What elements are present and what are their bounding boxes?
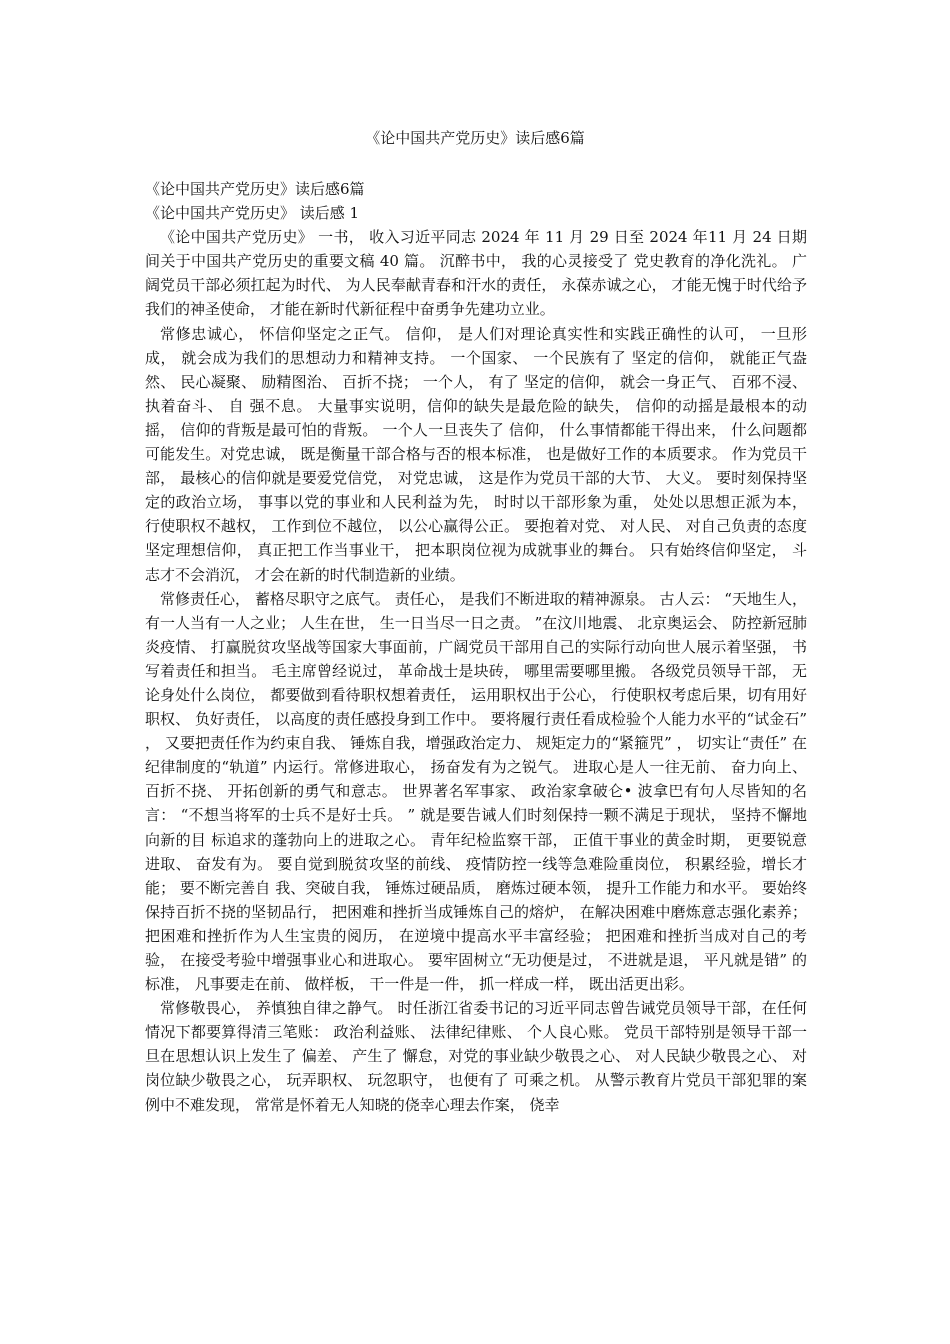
body-paragraph: 常修忠诚心， 怀信仰坚定之正气。 信仰， 是人们对理论真实性和实践正确性的认可， 一旦形成， 就会成为我们的思想动力和精神支持。 一个国家、 一个民族有了 坚定的信仰， 就能正气盎然、 民心凝聚、 励精图治、 百折不挠； 一个人， 有了 坚定的信仰， 就会一身正气、 百邪不浸、 执着奋斗、 自 强不息。 大量事实说明，信仰的缺失是最危险的缺失， 信仰的动摇是最根本的动摇， 信仰的背叛是最可怕的背叛。 一个人一旦丧失了 信仰， 什么事情都能干得出来， 什么问题都可能发生。对党忠诚， 既是衡量干部合格与否的根本标准， 也是做好工作的本质要求。 作为党员干部， 最核心的信仰就是要爱党信党， 对党忠诚， 这是作为党员干部的大节、 大义。 要时刻保持坚定的政治立场， 事事以党的事业和人民利益为先， 时时以干部形象为重， 处处以思想正派为本， 行使职权不越权， 工作到位不越位， 以公心赢得公正。 要抱着对党、 对人民、 对自己负责的态度坚定理想信仰， 真正把工作当事业干， 把本职岗位视为成就事业的舞台。 只有始终信仰坚定， 斗志才不会消沉， 才会在新的时代制造新的业绩。 xyxy=(145,324,807,584)
body-paragraph: 常修责任心， 蓄格尽职守之底气。 责任心， 是我们不断进取的精神源泉。 古人云： “天地生人， 有一人当有一人之业； 人生在世， 生一日当尽一日之责。 ”在汶川地震、 北京奥运会、 防控新冠肺炎疫情、 打赢脱贫攻坚战等国家大事面前，广阔党员干部用自己的实际行动向世人展示着坚强， 书写着责任和担当。 毛主席曾经说过， 革命战士是块砖， 哪里需要哪里搬。 各级党员领导干部， 无论身处什么岗位， 都要做到看待职权想着责任， 运用职权出于公心， 行使职权考虑后果，切有用好职权、 负好责任， 以高度的责任感投身到工作中。 要将履行责任看成检验个人能力水平的“试金石” ， 又要把责任作为约束自我、 锤炼自我，增强政治定力、 规矩定力的“紧箍咒” ， 切实让“责任” 在纪律制度的“轨道” 内运行。常修进取心， 扬奋发有为之锐气。 进取心是人一往无前、 奋力向上、 百折不挠、 开拓创新的勇气和意志。 世界著名军事家、 政治家拿破仑• 波拿巴有句人尽皆知的名言： “不想当将军的士兵不是好士兵。 ” 就是要告诫人们时刻保持一颗不满足于现状， 坚持不懈地向新的目 标追求的蓬勃向上的进取之心。 青年纪检监察干部， 正值干事业的黄金时期， 更要锐意进取、 奋发有为。 要自觉到脱贫攻坚的前线、 疫情防控一线等急难险重岗位， 积累经验，增长才能； 要不断完善自 我、突破自我， 锤炼过硬品质， 磨炼过硬本领， 提升工作能力和水平。 要始终保持百折不挠的坚韧品行， 把困难和挫折当成锤炼自己的熔炉， 在解决困难中磨炼意志强化素养； 把困难和挫折作为人生宝贵的阅历， 在逆境中提高水平丰富经验； 把困难和挫折当成对自己的考验， 在接受考验中增强事业心和进取心。 要牢固树立“无功便是过， 不进就是退， 平凡就是错” 的标准， 凡事要走在前、 做样板， 干一件是一件， 抓一样成一样， 既出活更出彩。 xyxy=(145,589,807,994)
document-heading: 《论中国共产党历史》读后感6篇 xyxy=(145,180,365,198)
body-paragraph: 《论中国共产党历史》 一书， 收入习近平同志 2024 年 11 月 29 日至 2024 年11 月 24 日期间关于中国共产党历史的重要文稿 40 篇。 沉醉书中， 我的心灵接受了 党史教育的净化洗礼。 广阔党员干部必须扛起为时代、 为人民奉献青春和汗水的责任， 永葆赤诚之心， 才能无愧于时代给予我们的神圣使命， 才能在新时代新征程中奋勇争先建功立业。 xyxy=(145,228,807,319)
section-heading: 《论中国共产党历史》 读后感 1 xyxy=(145,204,360,223)
document-body xyxy=(145,177,807,1117)
document-title: 《论中国共产党历史》读后感6篇 xyxy=(365,129,585,147)
body-paragraph: 常修敬畏心， 养慎独自律之静气。 时任浙江省委书记的习近平同志曾告诫党员领导干部，在任何情况下都要算得清三笔账： 政治利益账、 法律纪律账、 个人良心账。 党员干部特别是领导干部一旦在思想认识上发生了 偏差、 产生了 懈怠，对党的事业缺少敬畏之心、 对人民缺少敬畏之心、 对岗位缺少敬畏之心， 玩弄职权、 玩忽职守， 也便有了 可乘之机。 从警示教育片党员干部犯罪的案例中不难发现， 常常是怀着无人知晓的侥幸心理去作案， 侥幸 xyxy=(145,999,807,1114)
